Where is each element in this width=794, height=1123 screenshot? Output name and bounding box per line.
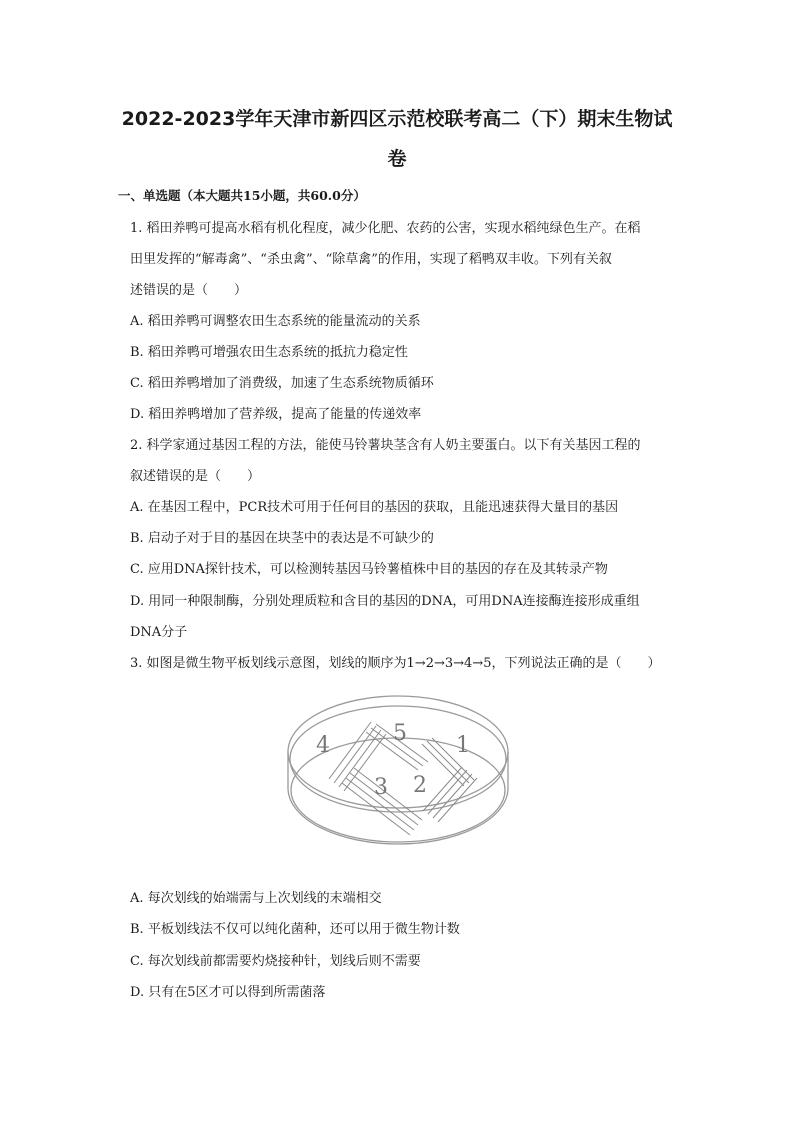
zone-label-4: 4 bbox=[316, 733, 330, 758]
zone-label-3: 3 bbox=[374, 775, 388, 800]
question-stem-line: 述错误的是（ ） bbox=[130, 283, 248, 298]
option-c: C. 稻田养鸭增加了消费级，加速了生态系统物质循环 bbox=[130, 376, 434, 391]
zone-label-2: 2 bbox=[413, 773, 427, 798]
option-c: C. 每次划线前都需要灼烧接种针，划线后则不需要 bbox=[130, 954, 421, 969]
option-a: A. 在基因工程中，PCR技术可用于任何目的基因的获取，且能迅速获得大量目的基因 bbox=[130, 500, 619, 515]
option-d-continued: DNA分子 bbox=[130, 625, 188, 640]
question-stem-line: 田里发挥的“解毒禽”、“杀虫禽”、“除草禽”的作用，实现了稻鸭双丰收。下列有关叙 bbox=[130, 252, 612, 267]
option-d: D. 只有在5区才可以得到所需菌落 bbox=[130, 985, 326, 1000]
option-a: A. 稻田养鸭可调整农田生态系统的能量流动的关系 bbox=[130, 314, 421, 329]
zone-label-1: 1 bbox=[456, 733, 470, 758]
option-b: B. 启动子对于目的基因在块茎中的表达是不可缺少的 bbox=[130, 531, 434, 546]
page-title-continued: 卷 bbox=[387, 148, 407, 170]
page-title: 2022-2023学年天津市新四区示范校联考高二（下）期末生物试 bbox=[121, 108, 673, 130]
zone-label-5: 5 bbox=[393, 721, 407, 746]
question-stem-line: 3. 如图是微生物平板划线示意图，划线的顺序为1→2→3→4→5，下列说法正确的是（ ） bbox=[130, 656, 661, 671]
option-b: B. 稻田养鸭可增强农田生态系统的抵抗力稳定性 bbox=[130, 345, 408, 360]
petri-dish-outline bbox=[288, 696, 508, 844]
question-stem-line: 2. 科学家通过基因工程的方法，能使马铃薯块茎含有人奶主要蛋白。以下有关基因工程的 bbox=[130, 438, 641, 453]
option-d: D. 用同一种限制酶，分别处理质粒和含目的基因的DNA，可用DNA连接酶连接形成重组 bbox=[130, 594, 640, 609]
question-stem-line: 1. 稻田养鸭可提高水稻有机化程度，减少化肥、农药的公害，实现水稻纯绿色生产。在稻 bbox=[130, 221, 641, 236]
section-heading: 一、单选题（本大题共15小题，共60.0分） bbox=[118, 188, 366, 203]
option-a: A. 每次划线的始端需与上次划线的末端相交 bbox=[130, 891, 382, 906]
petri-dish-streak-figure bbox=[282, 688, 514, 856]
option-b: B. 平板划线法不仅可以纯化菌种，还可以用于微生物计数 bbox=[130, 922, 460, 937]
option-d: D. 稻田养鸭增加了营养级，提高了能量的传递效率 bbox=[130, 407, 422, 422]
option-c: C. 应用DNA探针技术，可以检测转基因马铃薯植株中目的基因的存在及其转录产物 bbox=[130, 562, 608, 577]
question-stem-line: 叙述错误的是（ ） bbox=[130, 469, 261, 484]
